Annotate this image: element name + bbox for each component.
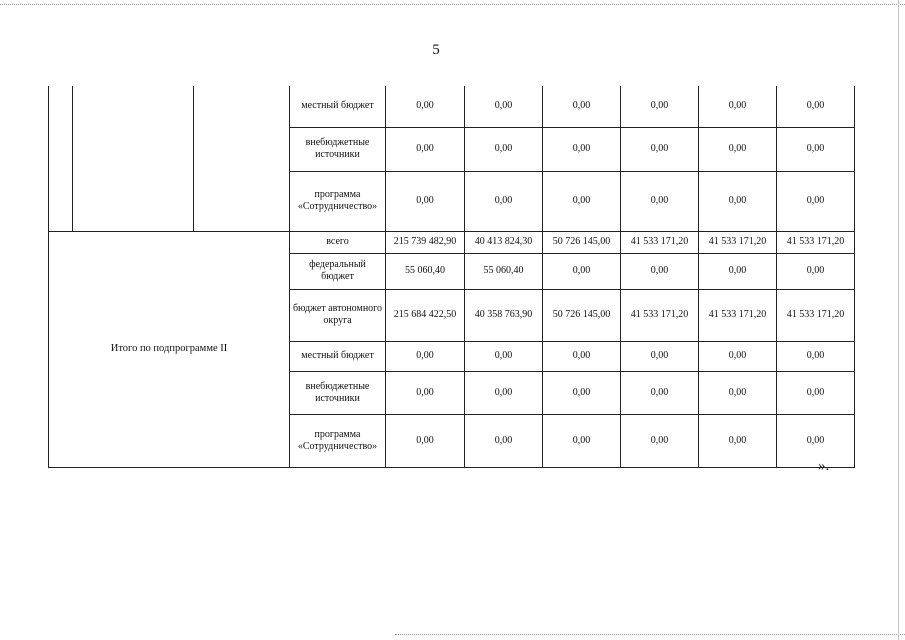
amount-cell: 0,00 [777,171,855,231]
amount-cell: 0,00 [699,371,777,414]
amount-cell: 55 060,40 [386,253,465,289]
blank-cell [194,86,290,231]
amount-cell: 0,00 [465,86,543,127]
amount-cell: 50 726 145,00 [543,289,621,341]
blank-cell [49,86,73,231]
amount-cell: 0,00 [543,414,621,467]
amount-cell: 0,00 [543,371,621,414]
funding-source-label: программа «Сотрудничество» [290,414,386,467]
amount-cell: 40 413 824,30 [465,231,543,253]
amount-cell: 0,00 [699,127,777,171]
amount-cell: 0,00 [699,253,777,289]
amount-cell: 0,00 [386,127,465,171]
amount-cell: 41 533 171,20 [777,289,855,341]
funding-source-label: программа «Сотрудничество» [290,171,386,231]
amount-cell: 0,00 [621,371,699,414]
amount-cell: 0,00 [621,86,699,127]
scan-artifact-right-edge [898,0,899,640]
amount-cell: 0,00 [777,253,855,289]
amount-cell: 215 739 482,90 [386,231,465,253]
amount-cell: 0,00 [465,171,543,231]
amount-cell: 0,00 [777,414,855,467]
amount-cell: 0,00 [543,127,621,171]
amount-cell: 0,00 [699,86,777,127]
funding-source-label: всего [290,231,386,253]
amount-cell: 0,00 [777,86,855,127]
funding-source-label: местный бюджет [290,86,386,127]
amount-cell: 0,00 [777,341,855,371]
blank-cell [73,86,194,231]
amount-cell: 41 533 171,20 [621,231,699,253]
amount-cell: 41 533 171,20 [777,231,855,253]
page-number: 5 [432,42,440,58]
scan-artifact-bottom-line [395,634,905,635]
amount-cell: 0,00 [621,253,699,289]
amount-cell: 0,00 [465,341,543,371]
funding-source-label: внебюджетные источники [290,127,386,171]
amount-cell: 40 358 763,90 [465,289,543,341]
amount-cell: 0,00 [465,127,543,171]
amount-cell: 0,00 [465,371,543,414]
closing-quote-mark: ». [818,458,830,474]
amount-cell: 0,00 [777,127,855,171]
table-row [49,231,855,253]
amount-cell: 0,00 [386,341,465,371]
amount-cell: 0,00 [543,341,621,371]
funding-source-label: федеральный бюджет [290,253,386,289]
budget-table [48,86,855,468]
amount-cell: 0,00 [699,171,777,231]
amount-cell: 0,00 [386,414,465,467]
funding-source-label: местный бюджет [290,341,386,371]
amount-cell: 41 533 171,20 [621,289,699,341]
amount-cell: 0,00 [621,414,699,467]
amount-cell: 41 533 171,20 [699,231,777,253]
amount-cell: 50 726 145,00 [543,231,621,253]
scan-artifact-top-line [0,4,905,5]
amount-cell: 0,00 [386,86,465,127]
amount-cell: 0,00 [621,341,699,371]
amount-cell: 0,00 [465,414,543,467]
amount-cell: 0,00 [543,171,621,231]
amount-cell: 0,00 [777,371,855,414]
amount-cell: 0,00 [621,127,699,171]
amount-cell: 215 684 422,50 [386,289,465,341]
amount-cell: 0,00 [621,171,699,231]
amount-cell: 0,00 [699,414,777,467]
subprogram-total-label: Итого по подпрограмме II [49,231,290,467]
amount-cell: 41 533 171,20 [699,289,777,341]
amount-cell: 0,00 [386,171,465,231]
table-row [49,86,855,127]
amount-cell: 0,00 [386,371,465,414]
amount-cell: 0,00 [699,341,777,371]
amount-cell: 55 060,40 [465,253,543,289]
funding-source-label: внебюджетные источники [290,371,386,414]
amount-cell: 0,00 [543,86,621,127]
funding-source-label: бюджет автономного округа [290,289,386,341]
amount-cell: 0,00 [543,253,621,289]
